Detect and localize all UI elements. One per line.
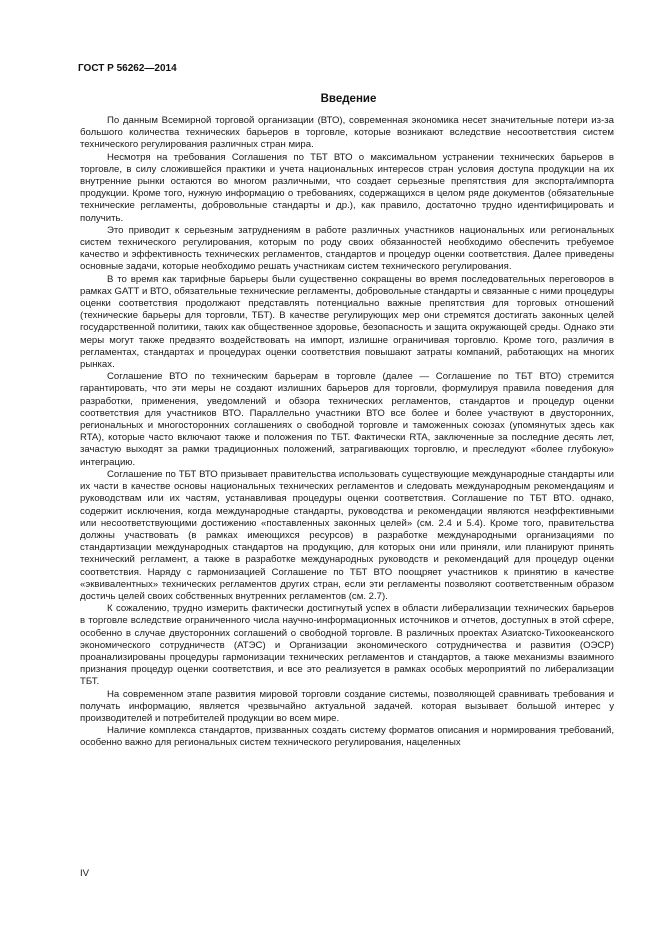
body-text: [80, 115, 614, 750]
paragraph: На современном этапе развития мировой торговли создание системы, позволяющей сравнивать требования и получать информацию, является чрезвычайно актуальной задачей. которая вызывает большой интерес у производителей и потребителей продукции во всем мире.: [80, 688, 614, 724]
paragraph: В то время как тарифные барьеры были существенно сокращены во время последовательных переговоров в рамках GATT и ВТО, обязательные технические регламенты, добровольные стандарты и связанные с ними процедуры оценки соответствия продолжают представлять потенциально важные препятствия для торговых отношений (технические барьеры для торговли, ТБТ). В качестве регулирующих мер они стремятся достигать законных целей государственной политики, таких как общественное здоровье, безопасность и защита окружающей среды. Однако эти меры могут также предвзято воздействовать на импорт, излишне ограничивая торговлю. Кроме того, различия в регламентах, стандартах и процедурах оценки соответствия повышают затраты компаний, работающих на многих рынках.: [80, 273, 614, 371]
page-number: IV: [80, 868, 90, 879]
paragraph: Это приводит к серьезным затруднениям в работе различных участников национальных или региональных систем технического регулирования, которым по роду своих обязанностей необходимо обеспечить требуемое качество и эффективность технических регламентов, стандартов и процедур оценки соответствия. Далее приведены основные задачи, которые необходимо решать участникам систем технического регулирования.: [80, 224, 614, 273]
paragraph: Соглашение по ТБТ ВТО призывает правительства использовать существующие международные стандарты или их части в качестве основы национальных технических регламентов и следовать международным рекомендациям и руководствам или их частям, устанавливая процедуры оценки соответствия. Соглашение по ТБТ ВТО. однако, содержит исключения, когда международные стандарты, руководства и рекомендации являются неэффективными или несоответствующими достижению «поставленных законных целей» (см. 2.4 и 5.4). Кроме того, правительства должны участвовать (в рамках имеющихся ресурсов) в разработке международными организациями по стандартизации международных стандартов на продукцию, для которых они или приняли, или планируют принять технический регламент, а также в разработке международных руководств и рекомендаций для процедур оценки соответствия. Наряду с гармонизацией Соглашение по ТБТ ВТО поощряет участников к принятию в качестве «эквивалентных» технических регламентов других стран, если эти регламенты позволяют соответственным образом достичь целей своих собственных внутренних регламентов (см. 2.7).: [80, 468, 614, 602]
paragraph: Наличие комплекса стандартов, призванных создать систему форматов описания и нормирования требований, особенно важно для региональных систем технического регулирования, нацеленных: [80, 725, 614, 749]
paragraph: По данным Всемирной торговой организации (ВТО), современная экономика несет значительные потери из-за большого количества технических барьеров в торговле, которые возникают вследствие несоответствия систем технического регулирования различных стран мира.: [80, 115, 614, 151]
document-code: ГОСТ Р 56262—2014: [78, 63, 177, 74]
section-title: Введение: [320, 93, 377, 105]
paragraph: Соглашение ВТО по техническим барьерам в торговле (далее — Соглашение по ТБТ ВТО) стремится гарантировать, что эти меры не создают излишних барьеров для торговли, формулируя правила поведения для разработки, применения, уведомлений и обзора технических регламентов, стандартов и процедур оценки соответствия для участников ВТО. Параллельно участники ВТО все более и более участвуют в двусторонних, региональных и многосторонних соглашениях о свободной торговле и таможенных союзах (упомянутых здесь как RTA), которые часто включают также и положения по ТБТ. Фактически RTA, заключенные за последние десять лет, зачастую выходят за рамки традиционных положений, затрагивающих торговлю, и преследуют «более глубокую» интеграцию.: [80, 371, 614, 468]
paragraph: К сожалению, трудно измерить фактически достигнутый успех в области либерализации технических барьеров в торговле вследствие ограниченного числа научно-информационных источников и отчетов, доступных в этой сфере, особенно в случае двусторонних соглашений о свободной торговле. В различных проектах Азиатско-Тихоокеанского экономического сотрудничеств (АТЭС) и Организации экономического сотрудничества и развития (ОЭСР) проанализированы процедуры гармонизации технических регламентов и стандартов, а также механизмы взаимного признания процедур оценки соответствия, и все это реализуется в рамках особых мероприятий по либерализации ТБТ.: [80, 603, 614, 688]
paragraph: Несмотря на требования Соглашения по ТБТ ВТО о максимальном устранении технических барьеров в торговле, в силу сложившейся практики и учета национальных интересов стран условия доступа продукции на их внутренние рынки остаются во многом различными, что создает серьезные препятствия для экспорта/импорта продукции. Кроме того, нужную информацию о требованиях, содержащихся в целом ряде документов (обязательные технические регламенты, добровольные стандарты и др.), как правило, достаточно трудно идентифицировать и получить.: [80, 151, 614, 224]
